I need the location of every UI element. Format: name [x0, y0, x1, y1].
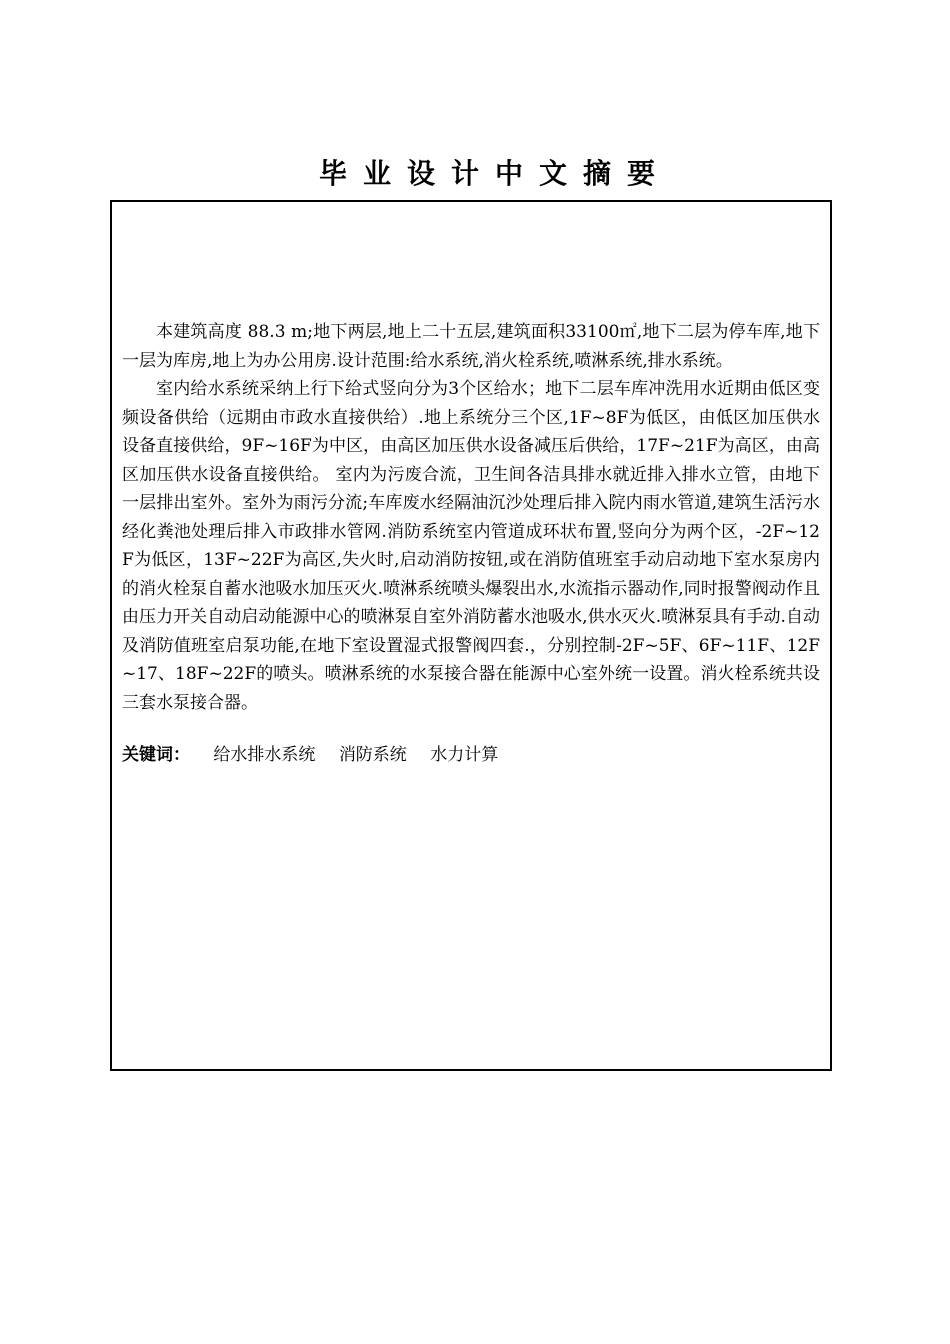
abstract-frame — [110, 200, 832, 1071]
abstract-paragraph-1: 本建筑高度 88.3 m;地下两层,地上二十五层,建筑面积33100㎡,地下二层为停车库,地下一层为库房,地上为办公用房.设计范围:给水系统,消火栓系统,喷淋系统,排水系统。 — [122, 322, 820, 371]
keyword-item: 水力计算 — [430, 745, 499, 765]
keyword-item: 给水排水系统 — [213, 745, 316, 765]
keywords-line — [122, 741, 820, 769]
keywords-label: 关键词： — [122, 745, 190, 765]
keyword-item: 消防系统 — [338, 745, 407, 765]
abstract-paragraph-2: 室内给水系统采纳上行下给式竖向分为3个区给水；地下二层车库冲洗用水近期由低区变频设备供给（远期由市政水直接供给）.地上系统分三个区,1F~8F为低区，由低区加压供水设备直接供给，9F~16F为中区，由高区加压供水设备减压后供给，17F~21F为高区，由高区加压供水设备直接供给。 室内为污废合流，卫生间各洁具排水就近排入排水立管，由地下一层排出室外。室外为雨污分流;车库废水经隔油沉沙处理后排入院内雨水管道,建筑生活污水经化粪池处理后排入市政排水管网.消防系统室内管道成环状布置,竖向分为两个区，-2F~12F为低区，13F~22F为高区,失火时,启动消防按钮,或在消防值班室手动启动地下室水泵房内的消火栓泵自蓄水池吸水加压灭火.喷淋系统喷头爆裂出水,水流指示器动作,同时报警阀动作且由压力开关自动启动能源中心的喷淋泵自室外消防蓄水池吸水,供水灭火.喷淋泵具有手动.自动及消防值班室启泵功能,在地下室设置湿式报警阀四套.，分别控制-2F~5F、6F~11F、12F~17、18F~22F的喷头。喷淋系统的水泵接合器在能源中心室外统一设置。消火栓系统共设三套水泵接合器。 — [122, 379, 820, 713]
abstract-content — [122, 318, 820, 769]
page-title: 毕业设计中文摘要 — [318, 157, 671, 190]
